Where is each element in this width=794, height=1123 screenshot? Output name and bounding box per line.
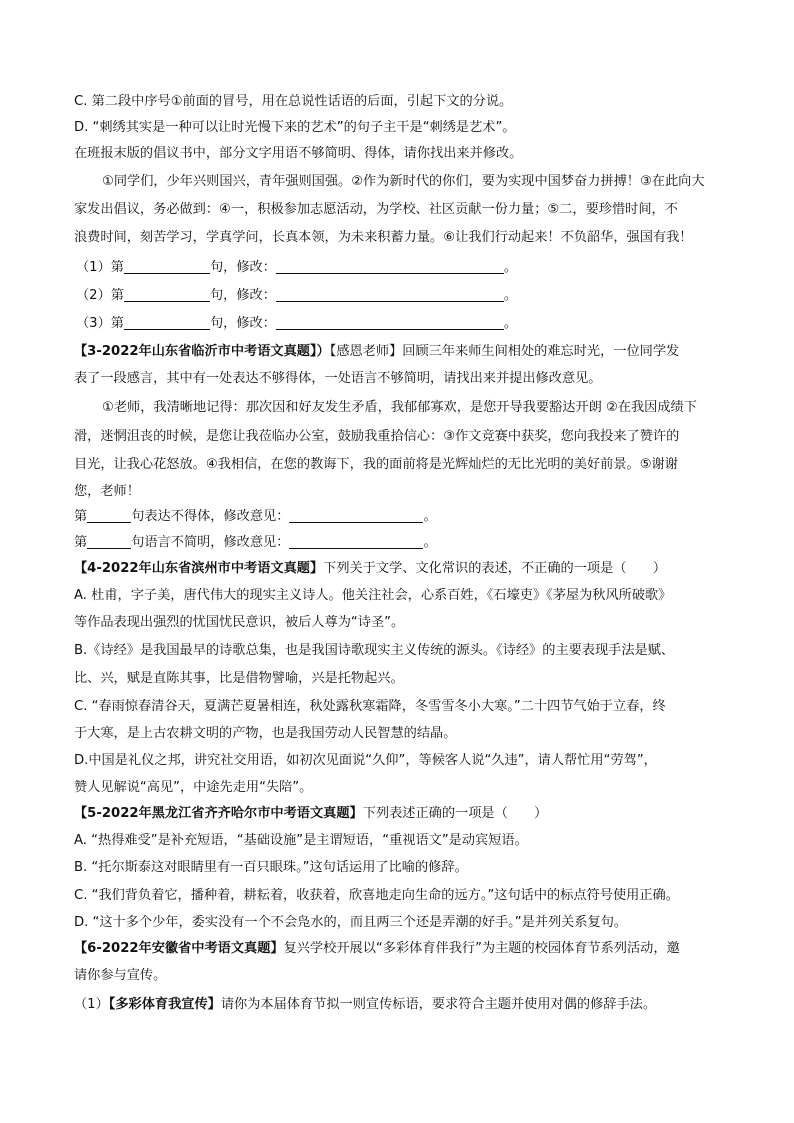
q4-heading [74, 559, 666, 579]
q6-source-tag: 【6-2022年安徽省中考语文真题】 [74, 941, 284, 956]
answer-blank[interactable] [276, 259, 504, 274]
q4-option-line: 等作品表现出强烈的忧国忧民意识，被后人尊为“诗圣”。 [74, 615, 405, 630]
answer-prefix: 第 [74, 509, 88, 524]
q3-passage-2: 滑，迷惘沮丧的时候，是您让我莅临办公室，鼓励我重拾信心：③作文竞赛中获奖，您向我投来了赞许的 [74, 429, 680, 444]
answer-blank[interactable] [87, 534, 131, 549]
q3-stem-line-2: 表了一段感言，其中有一处表达不够得体，一处语言不够简明，请找出来并提出修改意见。 [74, 371, 602, 386]
q5-option-line: D. “这十多个少年，委实没有一个不会凫水的，而且两三个还是弄潮的好手。”是并列关系复句。 [74, 915, 628, 930]
fill-line-1 [76, 258, 517, 278]
q6-stem: 复兴学校开展以“多彩体育伴我行”为主题的校园体育节系列活动，邀 [283, 941, 680, 956]
fill-mid: 句，修改： [209, 260, 276, 275]
q3-passage-1: ①老师，我清晰地记得：那次因和好友发生矛盾，我郁郁寡欢，是您开导我要豁达开朗 ②在我因成绩下 [102, 400, 697, 415]
q4-option-line: D.中国是礼仪之邦，讲究社交用语，如初次见面说“久仰”，等候客人说“久违”，请人帮忙用“劳驾”， [74, 753, 657, 768]
answer-blank[interactable] [289, 508, 423, 523]
answer-end: 。 [423, 509, 437, 524]
q5-heading [74, 804, 547, 824]
fill-line-3 [76, 314, 517, 334]
fill-mid: 句，修改： [209, 316, 276, 331]
answer-blank[interactable] [289, 534, 423, 549]
q3-answer-1 [74, 507, 437, 527]
q4-source-tag: 【4-2022年山东省滨州市中考语文真题】 [74, 561, 324, 576]
option-d-line: D. “刺绣其实是一种可以让时光慢下来的艺术”的句子主干是“刺绣是艺术”。 [74, 120, 516, 135]
answer-prompt: 句语言不简明，修改意见： [131, 535, 290, 550]
q4-option-line: A. 杜甫，字子美，唐代伟大的现实主义诗人。他关注社会，心系百姓，《石壕吏》《茅屋为秋风所破歌》 [74, 588, 672, 603]
answer-blank[interactable] [276, 315, 504, 330]
proposal-line-3: 浪费时间，刻苦学习，学真学问，长真本领，为未来积蓄力量。⑥让我们行动起来！不负韶华，强国有我！ [74, 230, 693, 245]
fill-line-2 [76, 286, 517, 306]
fill-mid: 句，修改： [209, 288, 276, 303]
q6-stem-line-2: 请你参与宣传。 [74, 968, 167, 983]
fill-end: 。 [503, 260, 518, 275]
answer-blank[interactable] [124, 315, 210, 330]
fill-end: 。 [503, 316, 518, 331]
q3-source-tag: 【3-2022年山东省临沂市中考语文真题】） [74, 344, 330, 359]
q3-passage-4: 您，老师！ [74, 484, 140, 499]
q4-option-line: C. “春雨惊春清谷天，夏满芒夏暑相连，秋处露秋寒霜降，冬雪雪冬小大寒。”二十四节气始于立春，终 [74, 699, 666, 714]
proposal-line-2: 家发出倡议，务必做到：④一，积极参加志愿活动，为学校、社区贡献一份力量；⑤二，要珍惜时间，不 [74, 202, 678, 217]
q4-option-line: 于大寒，是上古农耕文明的产物，也是我国劳动人民智慧的结晶。 [74, 726, 457, 741]
answer-blank[interactable] [124, 287, 210, 302]
q3-answer-2 [74, 533, 437, 553]
fill-num: （2）第 [76, 288, 124, 303]
q3-passage-3: 目光，让我心花怒放。④我相信，在您的教诲下，我的面前将是光辉灿烂的无比光明的美好前景。⑤谢谢 [74, 457, 678, 472]
q6-heading [74, 939, 680, 959]
fill-num: （3）第 [76, 316, 124, 331]
q5-source-tag: 【5-2022年黑龙江省齐齐哈尔市中考语文真题】 [74, 806, 363, 821]
q5-stem: 下列表述正确的一项是（ ） [362, 806, 548, 821]
sub-tag: 【多彩体育我宣传】 [108, 997, 221, 1012]
q3-stem: 【感恩老师】回顾三年来师生间相处的难忘时光，一位同学发 [329, 344, 680, 359]
proposal-line-1: ①同学们，少年兴则国兴，青年强则国强。②作为新时代的你们，要为实现中国梦奋力拼搏！③在此向大 [102, 174, 705, 189]
q5-option-line: C. “我们背负着它，播种着，耕耘着，收获着，欣喜地走向生命的远方。”这句话中的标点符号使用正确。 [74, 888, 679, 903]
q5-option-line: B. “托尔斯泰这对眼睛里有一百只眼珠。”这句话运用了比喻的修辞。 [74, 860, 468, 875]
sub-stem: 请你为本届体育节拟一则宣传标语，要求符合主题并使用对偶的修辞手法。 [220, 997, 657, 1012]
fill-num: （1）第 [76, 260, 124, 275]
fill-end: 。 [503, 288, 518, 303]
answer-end: 。 [423, 535, 437, 550]
q4-stem: 下列关于文学、文化常识的表述，不正确的一项是（ ） [323, 561, 667, 576]
answer-prefix: 第 [74, 535, 88, 550]
q3-heading [74, 342, 679, 362]
question-prompt: 在班报末版的倡议书中，部分文字用语不够简明、得体，请你找出来并修改。 [74, 146, 523, 161]
q4-option-line: 赞人见解说“高见”，中途先走用“失陪”。 [74, 780, 313, 795]
answer-blank[interactable] [276, 287, 504, 302]
answer-blank[interactable] [87, 508, 131, 523]
q4-option-line: 比、兴，赋是直陈其事，比是借物譬喻，兴是托物起兴。 [74, 671, 404, 686]
sub-number: （1） [74, 997, 109, 1012]
q5-option-line: A. “热得难受”是补充短语，“基础设施”是主谓短语，“重视语文”是动宾短语。 [74, 833, 528, 848]
q4-option-line: B.《诗经》是我国最早的诗歌总集，也是我国诗歌现实主义传统的源头。《诗经》的主要表现手法是赋、 [74, 643, 675, 658]
option-c-line: C. 第二段中序号①前面的冒号，用在总说性话语的后面，引起下文的分说。 [74, 94, 513, 109]
answer-prompt: 句表达不得体，修改意见： [131, 509, 290, 524]
answer-blank[interactable] [124, 259, 210, 274]
q6-sub-question [74, 995, 656, 1015]
